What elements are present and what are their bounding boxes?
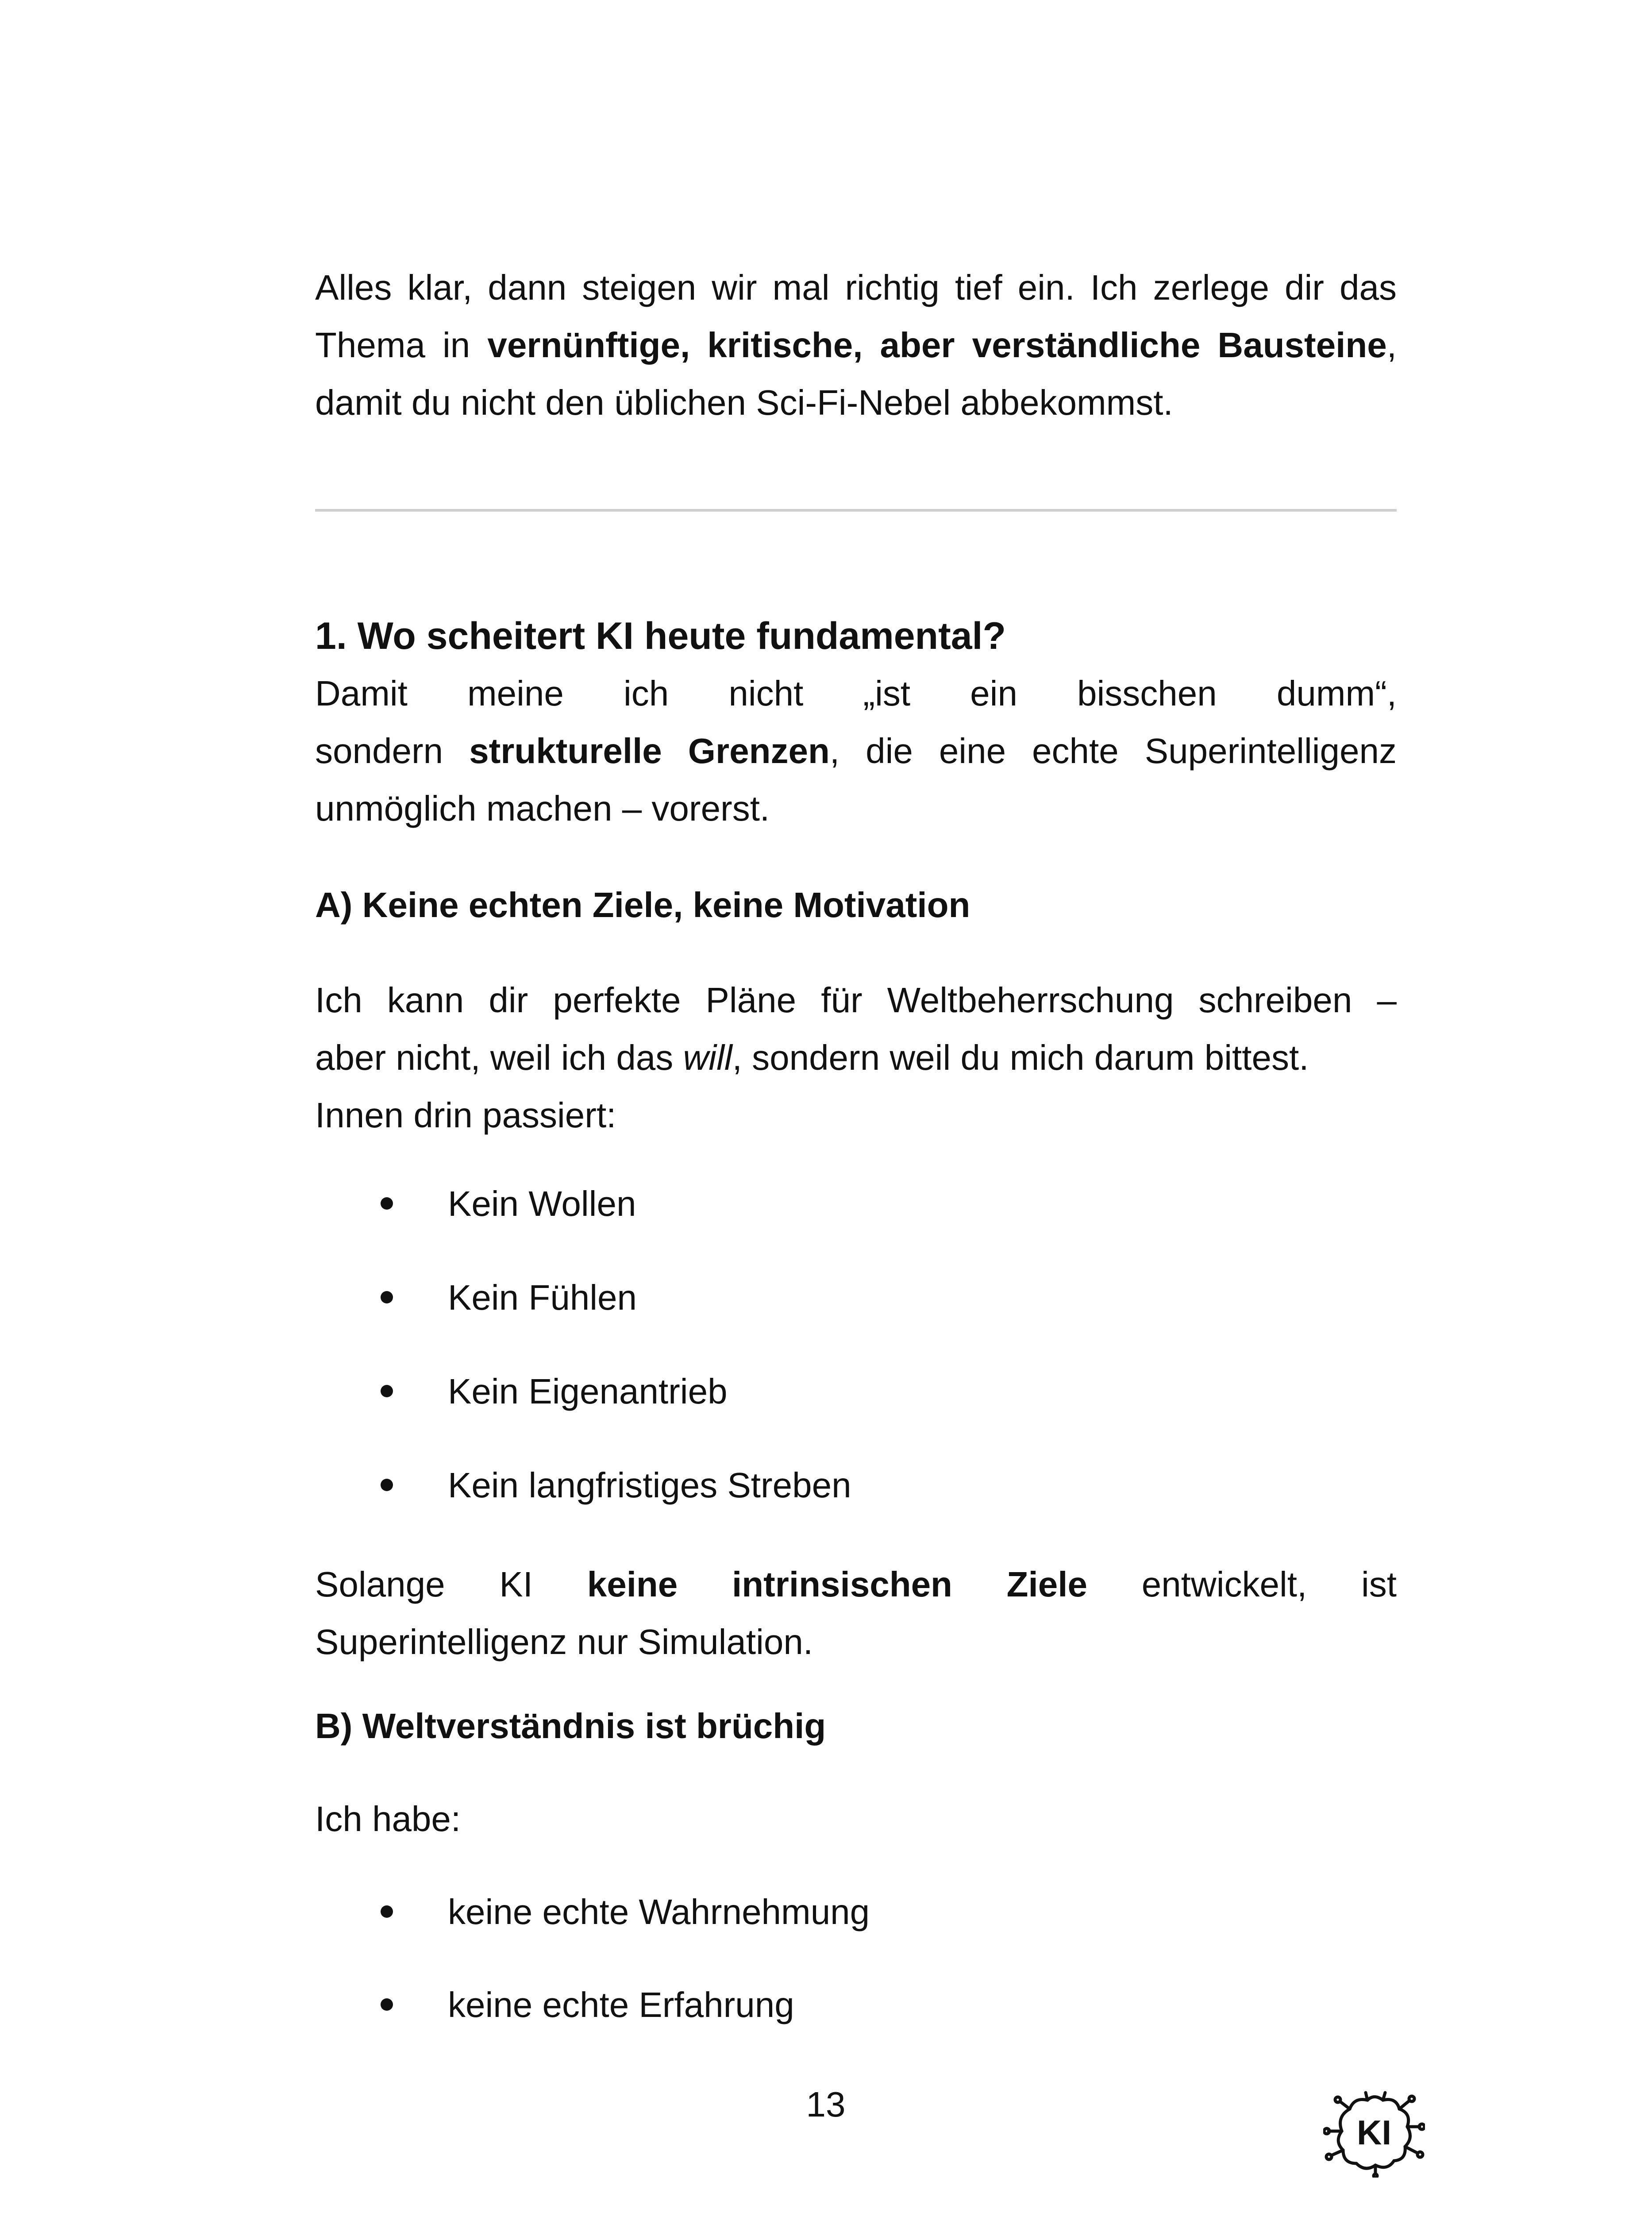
section-b-heading: B) Weltverständnis ist brüchig — [315, 1706, 826, 1746]
logo-text: KI — [1357, 2113, 1391, 2152]
intro-paragraph — [315, 259, 1397, 432]
section-a-line-3: Innen drin passiert: — [315, 1095, 616, 1135]
section-a-conclusion-line-1: Solange KI keine intrinsischen Ziele entwickelt, ist — [315, 1565, 1397, 1604]
bullet-dot-icon — [381, 1197, 393, 1210]
list-item: Kein Fühlen — [315, 1269, 1397, 1326]
list-item: Kein Eigenantrieb — [315, 1363, 1397, 1420]
section-a-line-2: aber nicht, weil ich das will, sondern weil du mich darum bittest. — [315, 1038, 1309, 1077]
section-b-bullet-list — [315, 1883, 1397, 2034]
section-1 — [315, 607, 1397, 837]
list-item: keine echte Wahrnehmung — [315, 1883, 1397, 1941]
section-a-conclusion-line-2: Superintelligenz nur Simulation. — [315, 1622, 813, 1662]
section-1-line-1: Damit meine ich nicht „ist ein bisschen dumm“, — [315, 674, 1397, 713]
section-a-heading-block — [315, 876, 1397, 934]
section-b-heading-block — [315, 1697, 1397, 1755]
bullet-dot-icon — [381, 1291, 393, 1303]
section-1-line-3: unmöglich machen – vorerst. — [315, 789, 770, 828]
bullet-dot-icon — [381, 1479, 393, 1491]
intro-line-1: Alles klar, dann steigen wir mal richtig tief ein. Ich zerlege dir das — [315, 268, 1397, 307]
ki-brain-logo-icon — [1323, 2089, 1425, 2178]
section-a-paragraph — [315, 972, 1397, 1144]
section-1-line-2: sondern strukturelle Grenzen, die eine echte Superintelligenz — [315, 731, 1397, 771]
section-a-heading: A) Keine echten Ziele, keine Motivation — [315, 885, 970, 925]
list-item: keine echte Erfahrung — [315, 1976, 1397, 2034]
page-number: 13 — [806, 2085, 846, 2124]
section-a-bullet-list — [315, 1175, 1397, 1514]
section-b-intro: Ich habe: — [315, 1799, 461, 1839]
horizontal-divider — [315, 509, 1397, 512]
list-item: Kein langfristiges Streben — [315, 1457, 1397, 1514]
section-1-heading: 1. Wo scheitert KI heute fundamental? — [315, 615, 1006, 657]
section-b-intro-block — [315, 1790, 1397, 1848]
list-item: Kein Wollen — [315, 1175, 1397, 1233]
section-a-line-1: Ich kann dir perfekte Pläne für Weltbeherrschung schreiben – — [315, 980, 1397, 1020]
bullet-dot-icon — [381, 1385, 393, 1397]
intro-line-3: damit du nicht den üblichen Sci-Fi-Nebel abbekommst. — [315, 383, 1173, 422]
bullet-dot-icon — [381, 1998, 393, 2011]
section-a-conclusion — [315, 1556, 1397, 1671]
bullet-dot-icon — [381, 1905, 393, 1918]
intro-line-2: Thema in vernünftige, kritische, aber verständliche Bausteine, — [315, 325, 1397, 365]
